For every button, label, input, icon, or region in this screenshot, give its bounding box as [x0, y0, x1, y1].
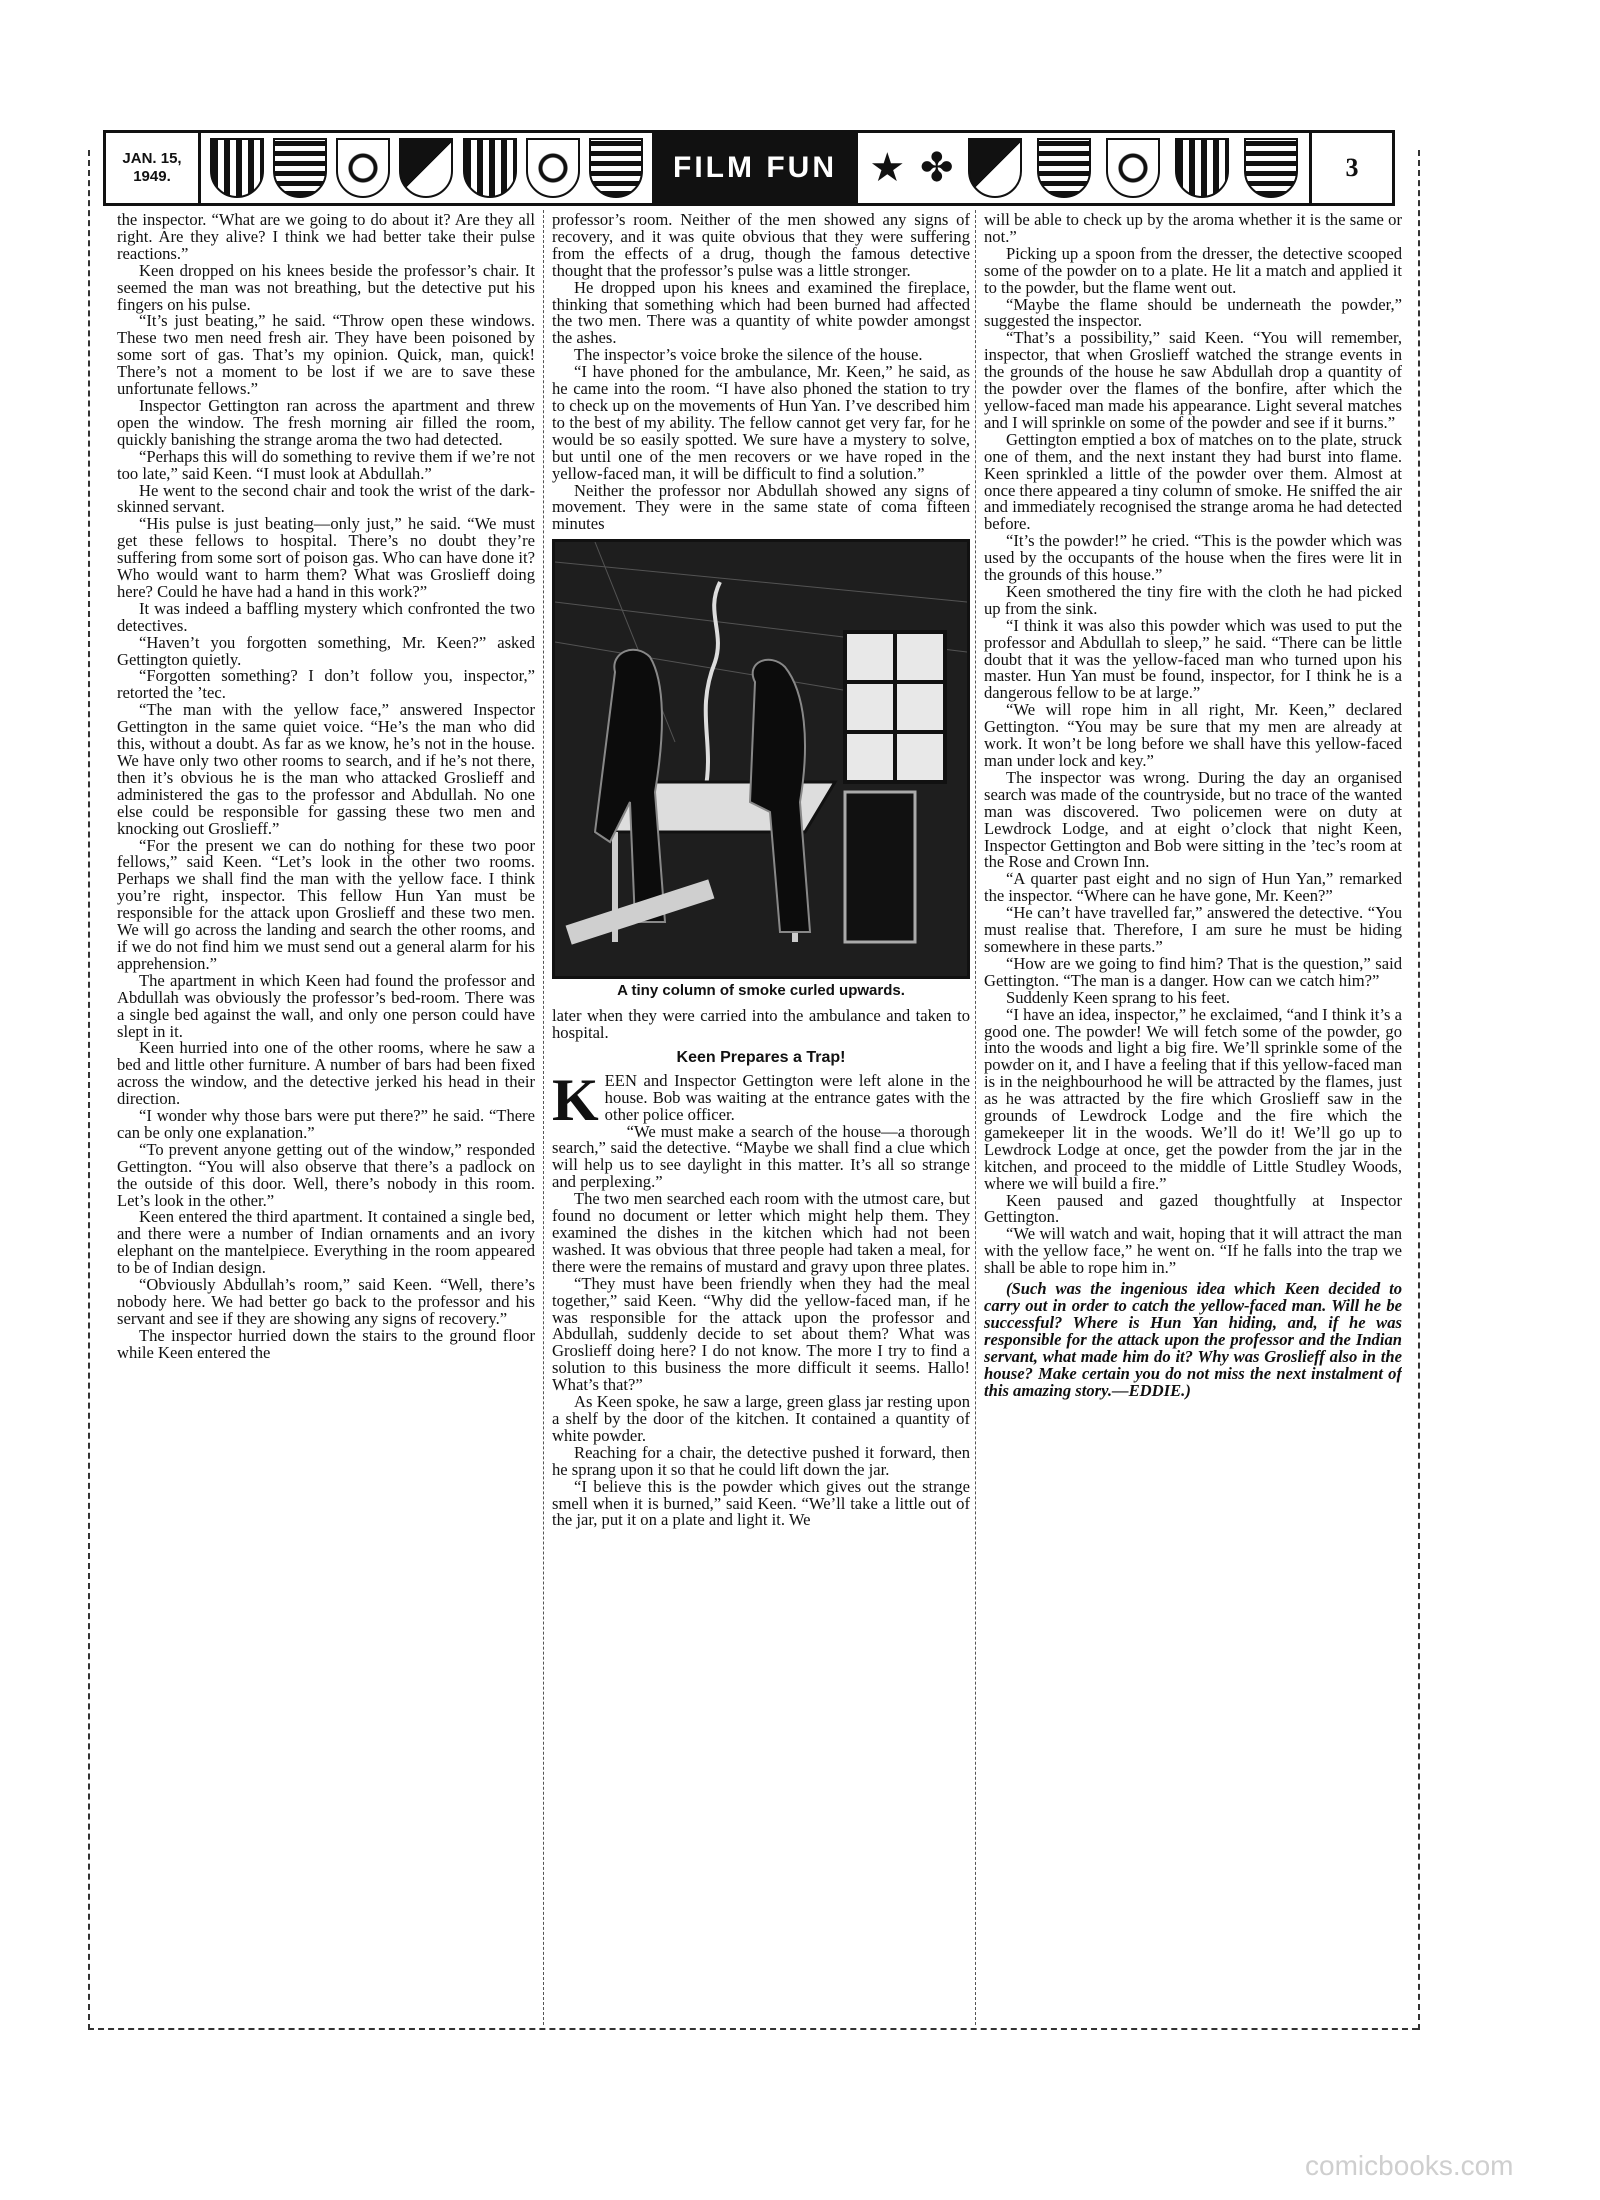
paragraph: Inspector Gettington ran across the apartment and threw open the window. The fresh morning air filled the room, quickly banishing the strange aroma the two had detected. [117, 395, 535, 449]
date-line-2: 1949. [133, 168, 171, 185]
border-rule-right [1418, 150, 1420, 2030]
paragraph: The inspector hurried down the stairs to the ground floor while Keen entered the [117, 1325, 535, 1362]
paragraph: “Perhaps this will do something to revive them if we’re not too late,” said Keen. “I must look at Abdullah.” [117, 446, 535, 483]
column-divider [975, 210, 976, 2025]
paragraph: Gettington emptied a box of matches on to the plate, struck one of them, and the next instant they had burst into flame. Keen sprinkled a little of the powder over them. Almost at once there appeared a tiny column of smoke. He sniffed the air and immediately recognised the strange aroma he had detected before. [984, 429, 1402, 534]
column-divider [543, 210, 544, 2025]
issue-date [106, 133, 201, 203]
paragraph: The inspector’s voice broke the silence of the house. [574, 345, 923, 365]
paragraph: Keen dropped on his knees beside the professor’s chair. It seemed the man was not breathing, but the detective put his fingers on his pulse. [117, 260, 535, 314]
paragraph: The two men searched each room with the utmost care, but found no document or letter which might help them. They examined the dishes in the kitchen which had not been washed. It was obvious that three people had taken a meal, for there were the remains of mustard and gravy upon three plates. [552, 1189, 970, 1276]
paragraph: “The man with the yellow face,” answered Inspector Gettington in the same quiet voice. “He’s the man who did this, without a doubt. As far as we know, he’s not in the house. We have only two other rooms to search, and if he’s not there, then it’s obvious he is the man who attacked Groslieff and administered the gas to the professor and Abdullah. No one else could be responsible for gassing these two men and knocking out Groslieff.” [117, 700, 535, 838]
flag-shield-icon [968, 138, 1022, 198]
paragraph: “That’s a possibility,” said Keen. “You will remember, inspector, that when Groslieff watched the strange events in the grounds of the house he saw Abdullah drop a quantity of the powder over the flames of the bonfire, after which the yellow-faced man made his appearance. Light several matches and I will sprinkle on some of the powder and see if it burns.” [984, 328, 1402, 432]
film-fun-logo: FILM FUN [652, 133, 858, 203]
column-2-top-text [552, 212, 970, 533]
border-rule-left [88, 150, 90, 2030]
paragraph-dropcap [552, 1066, 970, 1133]
paragraph: “He can’t have travelled far,” answered the detective. “You must realise that. Therefore, I am sure he must be hiding somewhere in these parts.” [984, 903, 1402, 956]
flag-shield-icon [1106, 138, 1160, 198]
column-2-bottom-text [552, 1066, 970, 1530]
story-illustration [552, 539, 970, 979]
dropcap-paragraph-text: EEN and Inspector Gettington were left alone in the house. Bob was waiting at the entrance gates with the other police officer. [604, 1070, 970, 1124]
paragraph: “How are we going to find him? That is the question,” said Gettington. “The man is a danger. How can we catch him?” [984, 953, 1402, 990]
date-line-1: JAN. 15, [122, 150, 182, 167]
paragraph: Neither the professor nor Abdullah showed any signs of movement. They were in the same state of coma fifteen minutes [552, 480, 970, 534]
watermark: comicbooks.com [1305, 2150, 1514, 2181]
paragraph: “We must make a search of the house—a thorough search,” said the detective. “Maybe we shall find a clue which will help us to see daylight in this matter. It’s all so strange and perplexing.” [552, 1121, 970, 1192]
paragraph: “I wonder why those bars were put there?” he said. “There can be only one explanation.” [117, 1106, 535, 1142]
paragraph: the inspector. “What are we going to do about it? Are they all right. Are they alive? I think we had better take their pulse reactions.” [117, 212, 535, 263]
editor-note: (Such was the ingenious idea which Keen decided to carry out in order to catch the yellow-faced man. Will he be successful? Where is Hun Yan hiding, and, if he was responsible for the attack upon the professor and the Indian servant, what made him do it? Why was Groslieff also in the house? Make certain you do not miss the next instalment of this amazing story.—EDDIE.) [984, 1279, 1402, 1400]
drop-cap: K [552, 1066, 599, 1133]
paragraph: “Maybe the flame should be underneath the powder,” suggested the inspector. [984, 294, 1402, 331]
page-number: 3 [1309, 133, 1392, 203]
flag-shield-icon [1175, 138, 1229, 198]
paragraph: Keen entered the third apartment. It contained a single bed, and there were a number of Indian ornaments and an ivory elephant on the mantelpiece. Everything in the room appeared to be of Indian design. [117, 1207, 535, 1278]
paragraph: As Keen spoke, he saw a large, green glass jar resting upon a shelf by the door of the kitchen. It contained a quantity of white powder. [552, 1392, 970, 1445]
paragraph: Keen hurried into one of the other rooms, where he saw a bed and little other furniture. A number of bars had been fixed across the window, and the detective jerked his head in their direction. [117, 1038, 535, 1109]
paragraph: The apartment in which Keen had found the professor and Abdullah was obviously the professor’s bed-room. There was a single bed against the wall, and only one person could have slept in it. [117, 970, 535, 1041]
paragraph: “I have an idea, inspector,” he exclaimed, “and I think it’s a good one. The powder! We will fetch some of the powder, go into the woods and light a big fire. We’ll sprinkle some of the powder on it, and I have a feeling that if this yellow-faced man is in the neighbourhood he will be attracted by the flames, just as he was attracted by the fire which Groslieff saw in the grounds of Lewdrock Lodge and the fire which the gamekeeper lit in the woods. We’ll do it! We’ll go up to Lewdrock Lodge at once, get the powder from the jar in the kitchen, and proceed to the middle of Little Studley Woods, where we will build a fire.” [984, 1004, 1402, 1193]
paragraph: will be able to check up by the aroma whether it is the same or not.” [984, 212, 1402, 246]
column-2-continuation: later when they were carried into the ambulance and taken to hospital. [552, 1006, 970, 1043]
paragraph: “I believe this is the powder which gives out the strange smell when it is burned,” said Keen. “We’ll take a little out of the jar, put it on a plate and light it. We [552, 1476, 970, 1530]
border-rule-bottom [88, 2028, 1418, 2030]
paragraph: “To prevent anyone getting out of the window,” responded Gettington. “You will also observe that there’s a padlock on the outside of this door. Well, there’s nobody in this room. Let’s look in the other.” [117, 1139, 535, 1210]
flag-shield-icon [1037, 138, 1091, 198]
paragraph: “Haven’t you forgotten something, Mr. Keen?” asked Gettington quietly. [117, 632, 535, 669]
paragraph: “For the present we can do nothing for these two poor fellows,” said Keen. “Let’s look in the other two rooms. Perhaps we shall find the man with the yellow face. I think you’re right, inspector. This fellow Hun Yan must be responsible for the attack upon Groslieff and these two men. We will go across the landing and search the other rooms, and if we do not find him we must send out a general alarm for his apprehension.” [117, 835, 535, 973]
paragraph: “I think it was also this powder which was used to put the professor and Abdullah to sleep,” he said. “There can be little doubt that it was the yellow-faced man who turned upon his master. Hun Yan must be found, inspector, for I think he is a dangerous fellow to be at large.” [984, 615, 1402, 703]
text-column-2 [552, 212, 970, 2020]
paragraph: “A quarter past eight and no sign of Hun Yan,” remarked the inspector. “Where can he have gone, Mr. Keen?” [984, 869, 1402, 906]
flag-shields-right [858, 133, 1309, 203]
paragraph: It was indeed a baffling mystery which confronted the two detectives. [117, 598, 535, 635]
text-column-1 [117, 212, 535, 2020]
flag-shield-icon [336, 138, 390, 198]
paragraph: “It’s the powder!” he cried. “This is the powder which was used by the occupants of the house when the fires were lit in the grounds of this house.” [984, 531, 1402, 585]
paragraph: He dropped upon his knees and examined the fireplace, thinking that something which had been burned had affected the two men. There was a quantity of white powder amongst the ashes. [552, 277, 970, 348]
paragraph: professor’s room. Neither of the men showed any signs of recovery, and it was quite obvious that they were suffering from the effects of a drug, though the famous detective thought that the professor’s pulse was a little stronger. [552, 212, 970, 280]
paragraph: “It’s just beating,” he said. “Throw open these windows. These two men need fresh air. They have been poisoned by some sort of gas. That’s my opinion. Quick, man, quick! There’s not a moment to be lost if we are to save these unfortunate fellows.” [117, 311, 535, 399]
paragraph: “Obviously Abdullah’s room,” said Keen. “Well, there’s nobody here. We had better go back to the professor and his servant and see if they are showing any signs of recovery.” [117, 1275, 535, 1328]
paragraph: Suddenly Keen sprang to his feet. [1006, 987, 1230, 1007]
flag-shield-icon [463, 138, 517, 198]
paragraph: Keen smothered the tiny fire with the cloth he had picked up from the sink. [984, 581, 1402, 618]
paragraph: “His pulse is just beating—only just,” he said. “We must get these fellows to hospital. There’s no doubt they’re suffering from some sort of poison gas. Who can have done it? Who would want to harm them? What was Groslieff doing here? Could he have had a hand in this work?” [117, 514, 535, 601]
paragraph: “Forgotten something? I don’t follow you, inspector,” retorted the ’tec. [117, 666, 535, 703]
masthead [103, 130, 1395, 206]
paragraph: The inspector was wrong. During the day an organised search was made of the countryside, but no trace of the wanted man was discovered. Two policemen were on duty at Lewdrock Lodge, and at eight o’clock that night Keen, Inspector Gettington and Bob were sitting in the ’tec’s room at the Rose and Crown Inn. [984, 767, 1402, 872]
section-subheading: Keen Prepares a Trap! [676, 1048, 846, 1066]
flag-shield-icon [273, 138, 327, 198]
flag-shield-icon [589, 138, 643, 198]
flag-shield-icon [399, 138, 453, 198]
paragraph: Keen paused and gazed thoughtfully at Inspector Gettington. [984, 1190, 1402, 1227]
column-3-text [984, 212, 1402, 1277]
paragraph: “We will rope him in all right, Mr. Keen,” declared Gettington. “You may be sure that my men are already at work. It won’t be long before we shall have this yellow-faced man under lock and key.” [984, 700, 1402, 770]
paragraph: “I have phoned for the ambulance, Mr. Keen,” he said, as he came into the room. “I have also phoned the station to try to check up on the movements of Hun Yan. I’ve described him to the best of my ability. The fellow cannot get very far, for he would be so easily spotted. We sure have a mystery to solve, but until one of the men recovers or we have roped in the yellow-faced man, it will be difficult to find a solution.” [552, 362, 970, 483]
paragraph: “They must have been friendly when they had the meal together,” said Keen. “Why did the yellow-faced man, if he was responsible for the attack upon the professor and Abdullah, suddenly decide to set about them? What was Groslieff doing here? I do not know. The more I try to find a solution to this business the more difficult it seems. Hallo! What’s that?” [552, 1273, 970, 1395]
flag-shield-icon [1244, 138, 1298, 198]
illustration-caption: A tiny column of smoke curled upwards. [617, 982, 905, 1000]
paragraph: Reaching for a chair, the detective pushed it forward, then he sprang upon it so that he could lift down the jar. [552, 1442, 970, 1479]
maple-leaf-icon: ✤ [920, 145, 954, 190]
flag-shield-icon [210, 138, 264, 198]
star-icon: ★ [869, 145, 906, 190]
illustration-drawing [555, 542, 967, 976]
flag-shields-left [201, 133, 652, 203]
flag-shield-icon [526, 138, 580, 198]
paragraph: Picking up a spoon from the dresser, the detective scooped some of the powder on to a plate. He lit a match and applied it to the powder, but the flame went out. [984, 243, 1402, 297]
text-column-3 [984, 212, 1402, 2020]
paragraph: He went to the second chair and took the wrist of the dark-skinned servant. [117, 480, 535, 517]
paragraph: “We will watch and wait, hoping that it will attract the man with the yellow face,” he went on. “If he falls into the trap we shall be able to rope him in.” [984, 1224, 1402, 1278]
